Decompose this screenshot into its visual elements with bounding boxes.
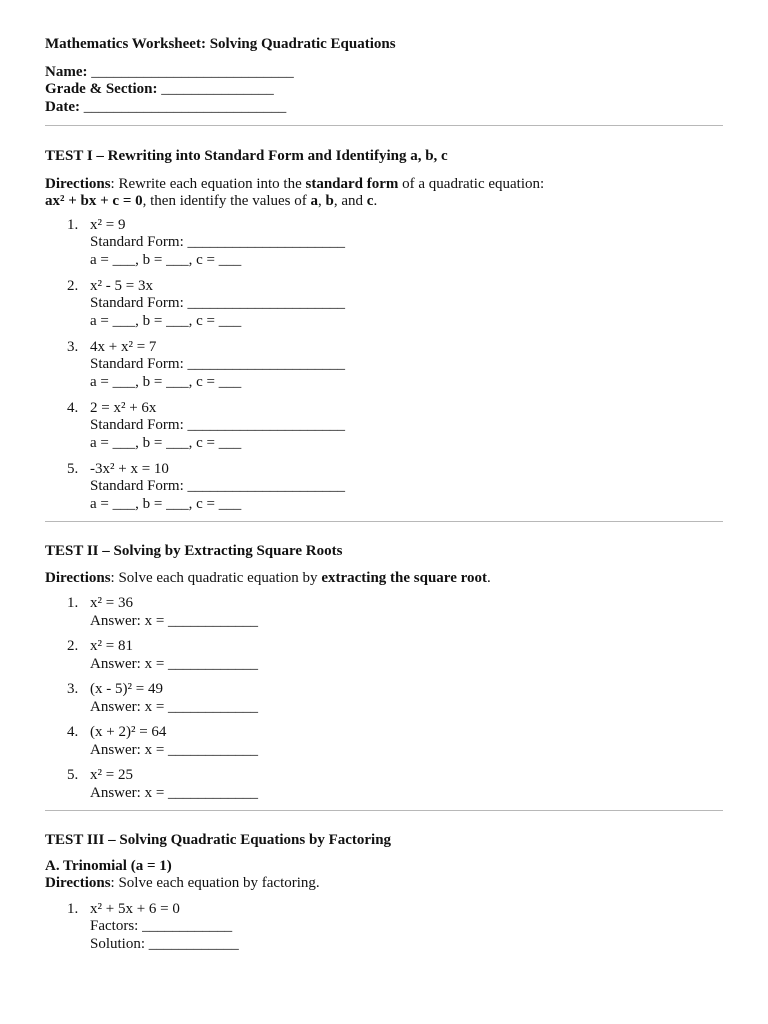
item-number: 4. — [67, 724, 79, 740]
standard-form-blank: Standard Form: _____________________ — [90, 417, 345, 433]
test1-item — [45, 461, 723, 514]
test3-directions-text: : Solve each equation by factoring. — [110, 875, 320, 891]
worksheet-title: Mathematics Worksheet: Solving Quadratic Equations — [45, 36, 396, 52]
test1-directions-period: . — [373, 193, 378, 209]
test2-directions-label: Directions — [45, 569, 111, 586]
test2-item — [45, 595, 723, 630]
divider — [45, 521, 723, 522]
abc-blanks: a = ___, b = ___, c = ___ — [90, 434, 242, 451]
test1-directions-text3: , then identify the values of — [142, 193, 311, 209]
item-number: 5. — [67, 767, 79, 783]
item-number: 3. — [67, 338, 79, 355]
test1-item — [45, 278, 723, 331]
test2-directions — [45, 570, 723, 588]
coef-c: c — [366, 193, 374, 209]
item-equation: 4x + x² = 7 — [90, 338, 157, 355]
test2-directions-period: . — [486, 569, 491, 586]
item-equation: x² = 81 — [90, 638, 133, 654]
standard-form-blank: Standard Form: _____________________ — [90, 295, 345, 311]
item-number: 1. — [67, 595, 79, 611]
test1-directions-comma: , — [318, 193, 326, 209]
abc-blanks: a = ___, b = ___, c = ___ — [90, 312, 242, 329]
test1-directions — [45, 176, 723, 211]
name-line — [45, 64, 723, 82]
test3-title: TEST III – Solving Quadratic Equations by Factoring — [45, 832, 392, 848]
test3-subsection-a: A. Trinomial (a = 1) — [45, 857, 172, 874]
item-number: 4. — [67, 399, 79, 416]
standard-form-blank: Standard Form: _____________________ — [90, 356, 345, 372]
test2-items — [45, 595, 723, 802]
item-equation: (x + 2)² = 64 — [90, 724, 167, 740]
test1-item — [45, 217, 723, 270]
test2-title: TEST II – Solving by Extracting Square Roots — [45, 543, 343, 559]
standard-form-blank: Standard Form: _____________________ — [90, 478, 345, 494]
item-number: 2. — [67, 277, 79, 294]
grade-section-blank: _______________ — [161, 81, 274, 97]
test3-directions — [45, 875, 723, 893]
name-blank: ___________________________ — [91, 63, 294, 80]
item-number: 1. — [67, 216, 79, 233]
item-equation: -3x² + x = 10 — [90, 460, 169, 477]
test1-directions-label: Directions — [45, 175, 111, 192]
item-equation: x² = 25 — [90, 767, 133, 783]
test1-directions-text: : Rewrite each equation into the — [110, 175, 306, 192]
answer-blank: Answer: x = ____________ — [90, 741, 259, 758]
test1-items — [45, 217, 723, 514]
date-label: Date: — [45, 98, 80, 115]
solution-blank: Solution: ____________ — [90, 935, 239, 952]
item-equation: x² + 5x + 6 = 0 — [90, 900, 180, 917]
test1-title: TEST I – Rewriting into Standard Form and Identifying a, b, c — [45, 148, 448, 164]
item-equation: x² = 36 — [90, 595, 133, 611]
test3-items — [45, 901, 723, 954]
date-blank: ___________________________ — [83, 98, 287, 115]
test2-item — [45, 767, 723, 802]
item-number: 5. — [67, 460, 79, 477]
answer-blank: Answer: x = ____________ — [90, 612, 259, 629]
test1-directions-bold: standard form — [305, 175, 399, 192]
item-number: 1. — [67, 900, 79, 917]
item-number: 2. — [67, 638, 79, 654]
test3-item — [45, 901, 723, 954]
factors-blank: Factors: ____________ — [90, 918, 233, 934]
test2-item — [45, 681, 723, 716]
test2-item — [45, 638, 723, 673]
test1-directions-text2: of a quadratic equation: — [398, 175, 545, 192]
student-info — [45, 64, 723, 117]
item-equation: x² = 9 — [90, 216, 126, 233]
test1-directions-and: , and — [333, 193, 367, 209]
grade-section-label: Grade & Section: — [45, 81, 158, 97]
standard-form-blank: Standard Form: _____________________ — [90, 234, 345, 250]
test3-directions-label: Directions — [45, 875, 111, 891]
item-number: 3. — [67, 681, 79, 697]
item-equation: x² - 5 = 3x — [90, 277, 153, 294]
date-line — [45, 99, 723, 117]
divider — [45, 125, 723, 126]
abc-blanks: a = ___, b = ___, c = ___ — [90, 251, 242, 268]
standard-form-formula: ax² + bx + c = 0 — [45, 193, 143, 209]
answer-blank: Answer: x = ____________ — [90, 698, 259, 715]
test2-directions-text: : Solve each quadratic equation by — [110, 569, 322, 586]
item-equation: (x - 5)² = 49 — [90, 681, 163, 697]
coef-b: b — [325, 193, 334, 209]
test1-item — [45, 400, 723, 453]
abc-blanks: a = ___, b = ___, c = ___ — [90, 495, 242, 512]
test1-item — [45, 339, 723, 392]
abc-blanks: a = ___, b = ___, c = ___ — [90, 373, 242, 390]
worksheet-page — [45, 36, 723, 953]
grade-section-line — [45, 81, 723, 99]
divider — [45, 810, 723, 811]
answer-blank: Answer: x = ____________ — [90, 655, 259, 672]
answer-blank: Answer: x = ____________ — [90, 784, 259, 801]
test2-item — [45, 724, 723, 759]
test2-directions-bold: extracting the square root — [321, 569, 487, 586]
name-label: Name: — [45, 63, 88, 80]
item-equation: 2 = x² + 6x — [90, 399, 157, 416]
coef-a: a — [310, 193, 319, 209]
